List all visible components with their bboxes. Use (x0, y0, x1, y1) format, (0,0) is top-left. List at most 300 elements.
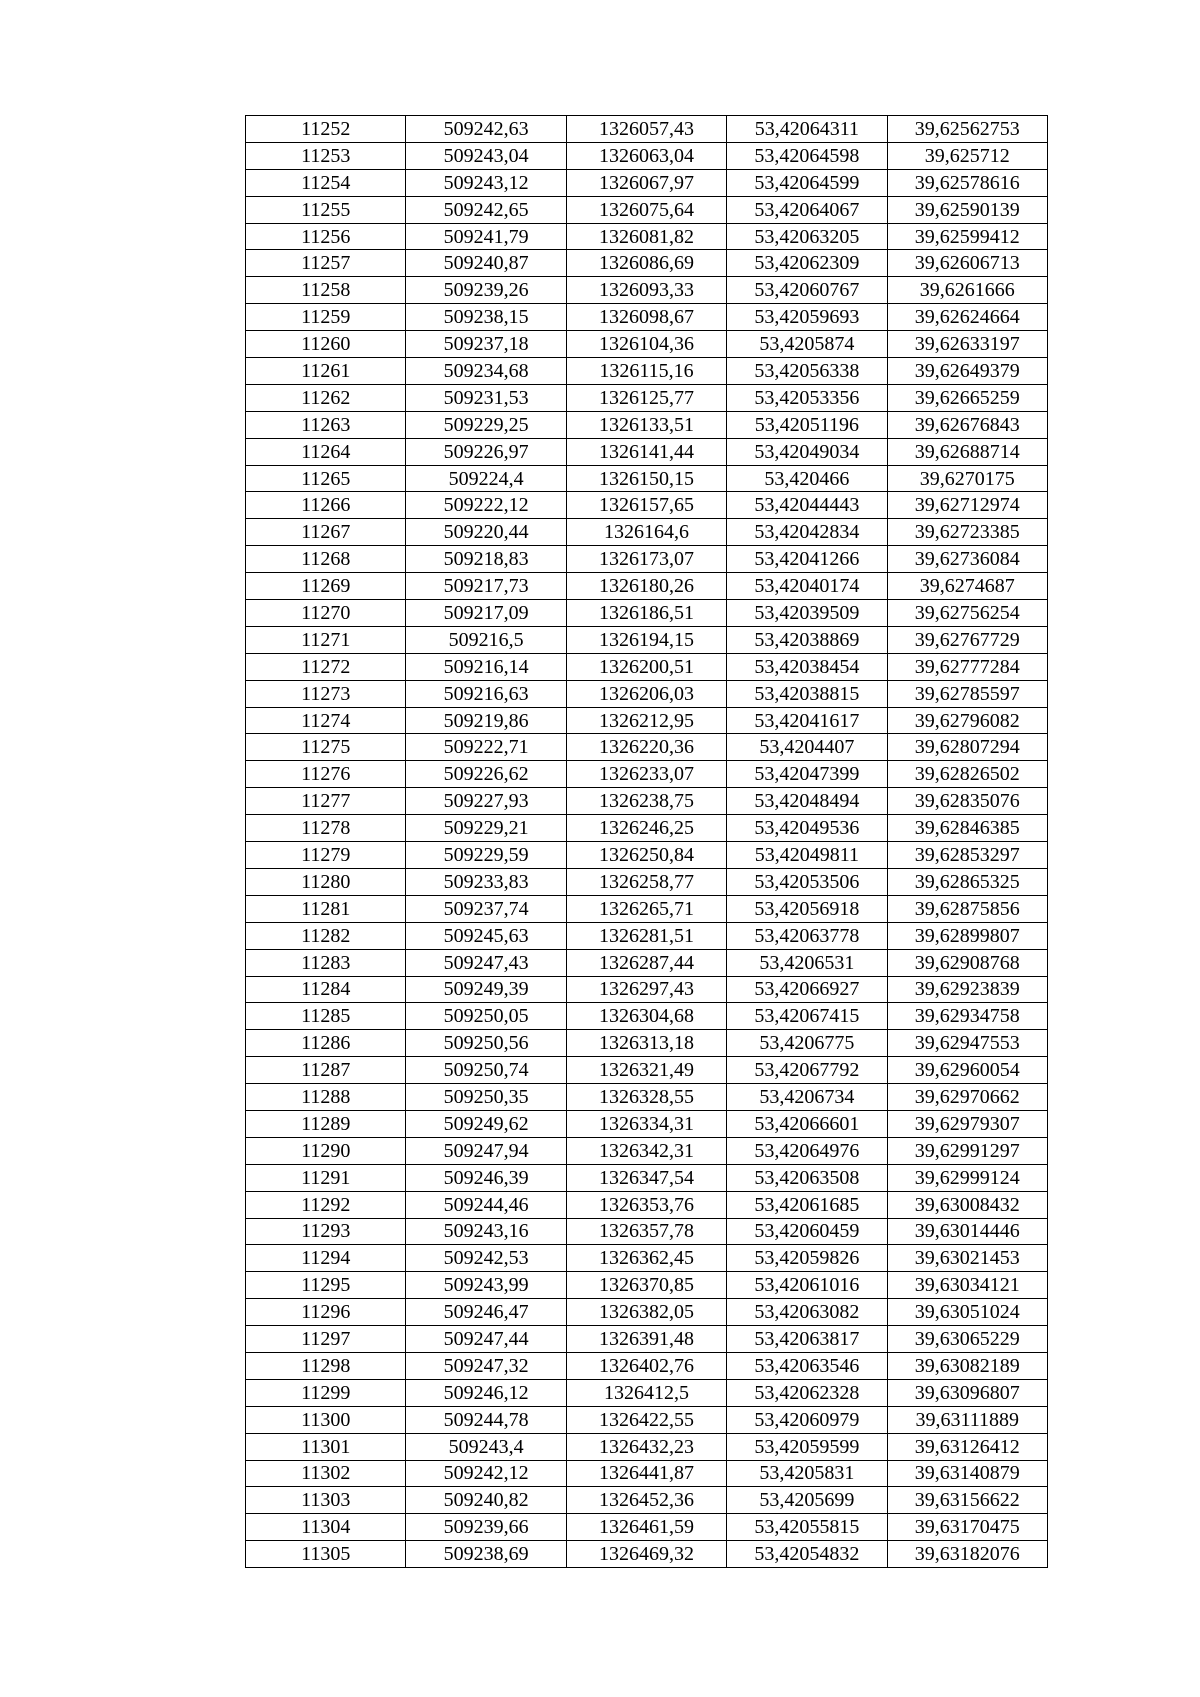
x-coordinate-cell: 509242,65 (406, 196, 566, 223)
point-number-cell: 11269 (246, 573, 406, 600)
coordinates-table-body (246, 116, 1048, 1568)
table-row (246, 761, 1048, 788)
y-coordinate-cell: 1326461,59 (566, 1514, 726, 1541)
longitude-cell: 39,62853297 (887, 842, 1047, 869)
point-number-cell: 11283 (246, 949, 406, 976)
longitude-cell: 39,63034121 (887, 1272, 1047, 1299)
x-coordinate-cell: 509234,68 (406, 358, 566, 385)
longitude-cell: 39,62865325 (887, 868, 1047, 895)
longitude-cell: 39,62606713 (887, 250, 1047, 277)
latitude-cell: 53,42060767 (727, 277, 887, 304)
y-coordinate-cell: 1326313,18 (566, 1030, 726, 1057)
table-row (246, 1191, 1048, 1218)
table-row (246, 169, 1048, 196)
x-coordinate-cell: 509243,4 (406, 1433, 566, 1460)
x-coordinate-cell: 509237,18 (406, 331, 566, 358)
latitude-cell: 53,42059599 (727, 1433, 887, 1460)
longitude-cell: 39,62736084 (887, 546, 1047, 573)
x-coordinate-cell: 509247,94 (406, 1137, 566, 1164)
longitude-cell: 39,62923839 (887, 976, 1047, 1003)
latitude-cell: 53,4206775 (727, 1030, 887, 1057)
longitude-cell: 39,6261666 (887, 277, 1047, 304)
point-number-cell: 11298 (246, 1352, 406, 1379)
x-coordinate-cell: 509217,09 (406, 600, 566, 627)
point-number-cell: 11277 (246, 788, 406, 815)
x-coordinate-cell: 509224,4 (406, 465, 566, 492)
point-number-cell: 11267 (246, 519, 406, 546)
longitude-cell: 39,62723385 (887, 519, 1047, 546)
longitude-cell: 39,62934758 (887, 1003, 1047, 1030)
longitude-cell: 39,62688714 (887, 438, 1047, 465)
y-coordinate-cell: 1326328,55 (566, 1084, 726, 1111)
x-coordinate-cell: 509247,44 (406, 1326, 566, 1353)
table-row (246, 1110, 1048, 1137)
x-coordinate-cell: 509250,05 (406, 1003, 566, 1030)
table-row (246, 895, 1048, 922)
latitude-cell: 53,42067415 (727, 1003, 887, 1030)
x-coordinate-cell: 509217,73 (406, 573, 566, 600)
latitude-cell: 53,42064976 (727, 1137, 887, 1164)
point-number-cell: 11270 (246, 600, 406, 627)
x-coordinate-cell: 509220,44 (406, 519, 566, 546)
x-coordinate-cell: 509229,21 (406, 815, 566, 842)
latitude-cell: 53,42067792 (727, 1057, 887, 1084)
point-number-cell: 11293 (246, 1218, 406, 1245)
table-row (246, 573, 1048, 600)
y-coordinate-cell: 1326186,51 (566, 600, 726, 627)
x-coordinate-cell: 509243,12 (406, 169, 566, 196)
table-row (246, 976, 1048, 1003)
longitude-cell: 39,62999124 (887, 1164, 1047, 1191)
point-number-cell: 11285 (246, 1003, 406, 1030)
latitude-cell: 53,42044443 (727, 492, 887, 519)
y-coordinate-cell: 1326220,36 (566, 734, 726, 761)
y-coordinate-cell: 1326238,75 (566, 788, 726, 815)
longitude-cell: 39,63096807 (887, 1379, 1047, 1406)
y-coordinate-cell: 1326452,36 (566, 1487, 726, 1514)
latitude-cell: 53,42042834 (727, 519, 887, 546)
y-coordinate-cell: 1326304,68 (566, 1003, 726, 1030)
point-number-cell: 11253 (246, 142, 406, 169)
x-coordinate-cell: 509226,97 (406, 438, 566, 465)
latitude-cell: 53,42064067 (727, 196, 887, 223)
longitude-cell: 39,62960054 (887, 1057, 1047, 1084)
latitude-cell: 53,42061016 (727, 1272, 887, 1299)
longitude-cell: 39,62676843 (887, 411, 1047, 438)
point-number-cell: 11263 (246, 411, 406, 438)
table-row (246, 922, 1048, 949)
table-row (246, 546, 1048, 573)
longitude-cell: 39,62624664 (887, 304, 1047, 331)
point-number-cell: 11297 (246, 1326, 406, 1353)
table-row (246, 1460, 1048, 1487)
x-coordinate-cell: 509250,56 (406, 1030, 566, 1057)
longitude-cell: 39,63182076 (887, 1541, 1047, 1568)
longitude-cell: 39,63126412 (887, 1433, 1047, 1460)
point-number-cell: 11291 (246, 1164, 406, 1191)
x-coordinate-cell: 509249,62 (406, 1110, 566, 1137)
x-coordinate-cell: 509216,63 (406, 680, 566, 707)
latitude-cell: 53,42041617 (727, 707, 887, 734)
point-number-cell: 11286 (246, 1030, 406, 1057)
latitude-cell: 53,42062328 (727, 1379, 887, 1406)
latitude-cell: 53,42039509 (727, 600, 887, 627)
latitude-cell: 53,42063205 (727, 223, 887, 250)
longitude-cell: 39,63051024 (887, 1299, 1047, 1326)
point-number-cell: 11279 (246, 842, 406, 869)
longitude-cell: 39,62970662 (887, 1084, 1047, 1111)
longitude-cell: 39,6270175 (887, 465, 1047, 492)
table-row (246, 331, 1048, 358)
y-coordinate-cell: 1326164,6 (566, 519, 726, 546)
longitude-cell: 39,63156622 (887, 1487, 1047, 1514)
table-row (246, 358, 1048, 385)
x-coordinate-cell: 509229,25 (406, 411, 566, 438)
point-number-cell: 11288 (246, 1084, 406, 1111)
point-number-cell: 11259 (246, 304, 406, 331)
table-row (246, 465, 1048, 492)
x-coordinate-cell: 509219,86 (406, 707, 566, 734)
point-number-cell: 11284 (246, 976, 406, 1003)
table-row (246, 411, 1048, 438)
table-row (246, 1084, 1048, 1111)
latitude-cell: 53,42049536 (727, 815, 887, 842)
point-number-cell: 11289 (246, 1110, 406, 1137)
point-number-cell: 11257 (246, 250, 406, 277)
latitude-cell: 53,4204407 (727, 734, 887, 761)
y-coordinate-cell: 1326104,36 (566, 331, 726, 358)
y-coordinate-cell: 1326063,04 (566, 142, 726, 169)
table-row (246, 1487, 1048, 1514)
point-number-cell: 11256 (246, 223, 406, 250)
longitude-cell: 39,62665259 (887, 384, 1047, 411)
point-number-cell: 11281 (246, 895, 406, 922)
longitude-cell: 39,63140879 (887, 1460, 1047, 1487)
point-number-cell: 11303 (246, 1487, 406, 1514)
x-coordinate-cell: 509245,63 (406, 922, 566, 949)
latitude-cell: 53,42063508 (727, 1164, 887, 1191)
latitude-cell: 53,420466 (727, 465, 887, 492)
x-coordinate-cell: 509240,87 (406, 250, 566, 277)
latitude-cell: 53,42049811 (727, 842, 887, 869)
x-coordinate-cell: 509237,74 (406, 895, 566, 922)
point-number-cell: 11264 (246, 438, 406, 465)
point-number-cell: 11261 (246, 358, 406, 385)
longitude-cell: 39,63111889 (887, 1406, 1047, 1433)
x-coordinate-cell: 509244,46 (406, 1191, 566, 1218)
point-number-cell: 11301 (246, 1433, 406, 1460)
latitude-cell: 53,42038815 (727, 680, 887, 707)
y-coordinate-cell: 1326194,15 (566, 626, 726, 653)
longitude-cell: 39,62991297 (887, 1137, 1047, 1164)
point-number-cell: 11274 (246, 707, 406, 734)
x-coordinate-cell: 509233,83 (406, 868, 566, 895)
latitude-cell: 53,42063082 (727, 1299, 887, 1326)
table-row (246, 1245, 1048, 1272)
table-row (246, 223, 1048, 250)
latitude-cell: 53,42056338 (727, 358, 887, 385)
table-row (246, 1057, 1048, 1084)
latitude-cell: 53,42038869 (727, 626, 887, 653)
point-number-cell: 11305 (246, 1541, 406, 1568)
longitude-cell: 39,62777284 (887, 653, 1047, 680)
y-coordinate-cell: 1326347,54 (566, 1164, 726, 1191)
table-row (246, 1218, 1048, 1245)
x-coordinate-cell: 509229,59 (406, 842, 566, 869)
latitude-cell: 53,42064598 (727, 142, 887, 169)
y-coordinate-cell: 1326141,44 (566, 438, 726, 465)
y-coordinate-cell: 1326402,76 (566, 1352, 726, 1379)
y-coordinate-cell: 1326150,15 (566, 465, 726, 492)
longitude-cell: 39,62979307 (887, 1110, 1047, 1137)
latitude-cell: 53,42060979 (727, 1406, 887, 1433)
latitude-cell: 53,42053506 (727, 868, 887, 895)
x-coordinate-cell: 509222,71 (406, 734, 566, 761)
table-row (246, 116, 1048, 143)
y-coordinate-cell: 1326382,05 (566, 1299, 726, 1326)
longitude-cell: 39,63014446 (887, 1218, 1047, 1245)
y-coordinate-cell: 1326391,48 (566, 1326, 726, 1353)
y-coordinate-cell: 1326075,64 (566, 196, 726, 223)
point-number-cell: 11252 (246, 116, 406, 143)
latitude-cell: 53,42048494 (727, 788, 887, 815)
table-row (246, 1137, 1048, 1164)
point-number-cell: 11282 (246, 922, 406, 949)
longitude-cell: 39,62767729 (887, 626, 1047, 653)
longitude-cell: 39,62899807 (887, 922, 1047, 949)
x-coordinate-cell: 509240,82 (406, 1487, 566, 1514)
latitude-cell: 53,42041266 (727, 546, 887, 573)
table-row (246, 384, 1048, 411)
longitude-cell: 39,625712 (887, 142, 1047, 169)
point-number-cell: 11254 (246, 169, 406, 196)
table-row (246, 1299, 1048, 1326)
latitude-cell: 53,42051196 (727, 411, 887, 438)
y-coordinate-cell: 1326212,95 (566, 707, 726, 734)
table-row (246, 788, 1048, 815)
y-coordinate-cell: 1326180,26 (566, 573, 726, 600)
table-row (246, 492, 1048, 519)
latitude-cell: 53,42063817 (727, 1326, 887, 1353)
point-number-cell: 11273 (246, 680, 406, 707)
longitude-cell: 39,62875856 (887, 895, 1047, 922)
table-row (246, 1541, 1048, 1568)
table-row (246, 277, 1048, 304)
table-row (246, 142, 1048, 169)
table-row (246, 842, 1048, 869)
y-coordinate-cell: 1326086,69 (566, 250, 726, 277)
y-coordinate-cell: 1326258,77 (566, 868, 726, 895)
y-coordinate-cell: 1326287,44 (566, 949, 726, 976)
table-row (246, 680, 1048, 707)
y-coordinate-cell: 1326206,03 (566, 680, 726, 707)
longitude-cell: 39,63082189 (887, 1352, 1047, 1379)
y-coordinate-cell: 1326081,82 (566, 223, 726, 250)
point-number-cell: 11272 (246, 653, 406, 680)
longitude-cell: 39,62756254 (887, 600, 1047, 627)
point-number-cell: 11280 (246, 868, 406, 895)
x-coordinate-cell: 509238,15 (406, 304, 566, 331)
point-number-cell: 11292 (246, 1191, 406, 1218)
point-number-cell: 11287 (246, 1057, 406, 1084)
x-coordinate-cell: 509218,83 (406, 546, 566, 573)
longitude-cell: 39,62785597 (887, 680, 1047, 707)
x-coordinate-cell: 509246,39 (406, 1164, 566, 1191)
x-coordinate-cell: 509239,66 (406, 1514, 566, 1541)
latitude-cell: 53,42059826 (727, 1245, 887, 1272)
longitude-cell: 39,62578616 (887, 169, 1047, 196)
y-coordinate-cell: 1326342,31 (566, 1137, 726, 1164)
table-row (246, 1514, 1048, 1541)
x-coordinate-cell: 509242,63 (406, 116, 566, 143)
latitude-cell: 53,42063778 (727, 922, 887, 949)
point-number-cell: 11268 (246, 546, 406, 573)
y-coordinate-cell: 1326370,85 (566, 1272, 726, 1299)
x-coordinate-cell: 509243,99 (406, 1272, 566, 1299)
latitude-cell: 53,42064311 (727, 116, 887, 143)
y-coordinate-cell: 1326098,67 (566, 304, 726, 331)
x-coordinate-cell: 509246,47 (406, 1299, 566, 1326)
point-number-cell: 11265 (246, 465, 406, 492)
x-coordinate-cell: 509242,12 (406, 1460, 566, 1487)
table-row (246, 1326, 1048, 1353)
x-coordinate-cell: 509216,14 (406, 653, 566, 680)
y-coordinate-cell: 1326357,78 (566, 1218, 726, 1245)
table-row (246, 815, 1048, 842)
x-coordinate-cell: 509247,43 (406, 949, 566, 976)
table-row (246, 868, 1048, 895)
point-number-cell: 11258 (246, 277, 406, 304)
longitude-cell: 39,62796082 (887, 707, 1047, 734)
table-row (246, 734, 1048, 761)
longitude-cell: 39,63170475 (887, 1514, 1047, 1541)
y-coordinate-cell: 1326246,25 (566, 815, 726, 842)
table-row (246, 250, 1048, 277)
longitude-cell: 39,63021453 (887, 1245, 1047, 1272)
latitude-cell: 53,42047399 (727, 761, 887, 788)
latitude-cell: 53,42056918 (727, 895, 887, 922)
y-coordinate-cell: 1326093,33 (566, 277, 726, 304)
point-number-cell: 11260 (246, 331, 406, 358)
longitude-cell: 39,63065229 (887, 1326, 1047, 1353)
latitude-cell: 53,4205874 (727, 331, 887, 358)
latitude-cell: 53,42040174 (727, 573, 887, 600)
point-number-cell: 11266 (246, 492, 406, 519)
x-coordinate-cell: 509244,78 (406, 1406, 566, 1433)
latitude-cell: 53,42066601 (727, 1110, 887, 1137)
x-coordinate-cell: 509249,39 (406, 976, 566, 1003)
longitude-cell: 39,6274687 (887, 573, 1047, 600)
point-number-cell: 11294 (246, 1245, 406, 1272)
point-number-cell: 11262 (246, 384, 406, 411)
x-coordinate-cell: 509247,32 (406, 1352, 566, 1379)
latitude-cell: 53,42054832 (727, 1541, 887, 1568)
y-coordinate-cell: 1326412,5 (566, 1379, 726, 1406)
table-row (246, 1164, 1048, 1191)
latitude-cell: 53,42059693 (727, 304, 887, 331)
y-coordinate-cell: 1326432,23 (566, 1433, 726, 1460)
y-coordinate-cell: 1326353,76 (566, 1191, 726, 1218)
y-coordinate-cell: 1326200,51 (566, 653, 726, 680)
coordinates-table (245, 115, 1048, 1568)
point-number-cell: 11278 (246, 815, 406, 842)
table-row (246, 707, 1048, 734)
x-coordinate-cell: 509250,35 (406, 1084, 566, 1111)
x-coordinate-cell: 509238,69 (406, 1541, 566, 1568)
x-coordinate-cell: 509250,74 (406, 1057, 566, 1084)
x-coordinate-cell: 509239,26 (406, 277, 566, 304)
y-coordinate-cell: 1326321,49 (566, 1057, 726, 1084)
y-coordinate-cell: 1326125,77 (566, 384, 726, 411)
longitude-cell: 39,62846385 (887, 815, 1047, 842)
table-row (246, 438, 1048, 465)
table-row (246, 1030, 1048, 1057)
y-coordinate-cell: 1326265,71 (566, 895, 726, 922)
latitude-cell: 53,42062309 (727, 250, 887, 277)
y-coordinate-cell: 1326281,51 (566, 922, 726, 949)
latitude-cell: 53,42066927 (727, 976, 887, 1003)
y-coordinate-cell: 1326362,45 (566, 1245, 726, 1272)
y-coordinate-cell: 1326334,31 (566, 1110, 726, 1137)
x-coordinate-cell: 509243,16 (406, 1218, 566, 1245)
longitude-cell: 39,62835076 (887, 788, 1047, 815)
x-coordinate-cell: 509231,53 (406, 384, 566, 411)
table-row (246, 519, 1048, 546)
longitude-cell: 39,62712974 (887, 492, 1047, 519)
longitude-cell: 39,62826502 (887, 761, 1047, 788)
table-row (246, 196, 1048, 223)
y-coordinate-cell: 1326157,65 (566, 492, 726, 519)
table-row (246, 600, 1048, 627)
x-coordinate-cell: 509241,79 (406, 223, 566, 250)
x-coordinate-cell: 509246,12 (406, 1379, 566, 1406)
x-coordinate-cell: 509242,53 (406, 1245, 566, 1272)
latitude-cell: 53,42064599 (727, 169, 887, 196)
y-coordinate-cell: 1326067,97 (566, 169, 726, 196)
latitude-cell: 53,42060459 (727, 1218, 887, 1245)
latitude-cell: 53,42038454 (727, 653, 887, 680)
latitude-cell: 53,42063546 (727, 1352, 887, 1379)
latitude-cell: 53,4205831 (727, 1460, 887, 1487)
longitude-cell: 39,62590139 (887, 196, 1047, 223)
table-row (246, 1003, 1048, 1030)
latitude-cell: 53,4205699 (727, 1487, 887, 1514)
latitude-cell: 53,42053356 (727, 384, 887, 411)
table-row (246, 1379, 1048, 1406)
table-row (246, 1272, 1048, 1299)
y-coordinate-cell: 1326233,07 (566, 761, 726, 788)
y-coordinate-cell: 1326057,43 (566, 116, 726, 143)
x-coordinate-cell: 509222,12 (406, 492, 566, 519)
longitude-cell: 39,62807294 (887, 734, 1047, 761)
table-row (246, 304, 1048, 331)
latitude-cell: 53,42061685 (727, 1191, 887, 1218)
point-number-cell: 11271 (246, 626, 406, 653)
point-number-cell: 11275 (246, 734, 406, 761)
point-number-cell: 11295 (246, 1272, 406, 1299)
latitude-cell: 53,42049034 (727, 438, 887, 465)
point-number-cell: 11255 (246, 196, 406, 223)
latitude-cell: 53,4206531 (727, 949, 887, 976)
longitude-cell: 39,62599412 (887, 223, 1047, 250)
y-coordinate-cell: 1326115,16 (566, 358, 726, 385)
point-number-cell: 11300 (246, 1406, 406, 1433)
point-number-cell: 11302 (246, 1460, 406, 1487)
y-coordinate-cell: 1326469,32 (566, 1541, 726, 1568)
point-number-cell: 11276 (246, 761, 406, 788)
y-coordinate-cell: 1326297,43 (566, 976, 726, 1003)
x-coordinate-cell: 509227,93 (406, 788, 566, 815)
